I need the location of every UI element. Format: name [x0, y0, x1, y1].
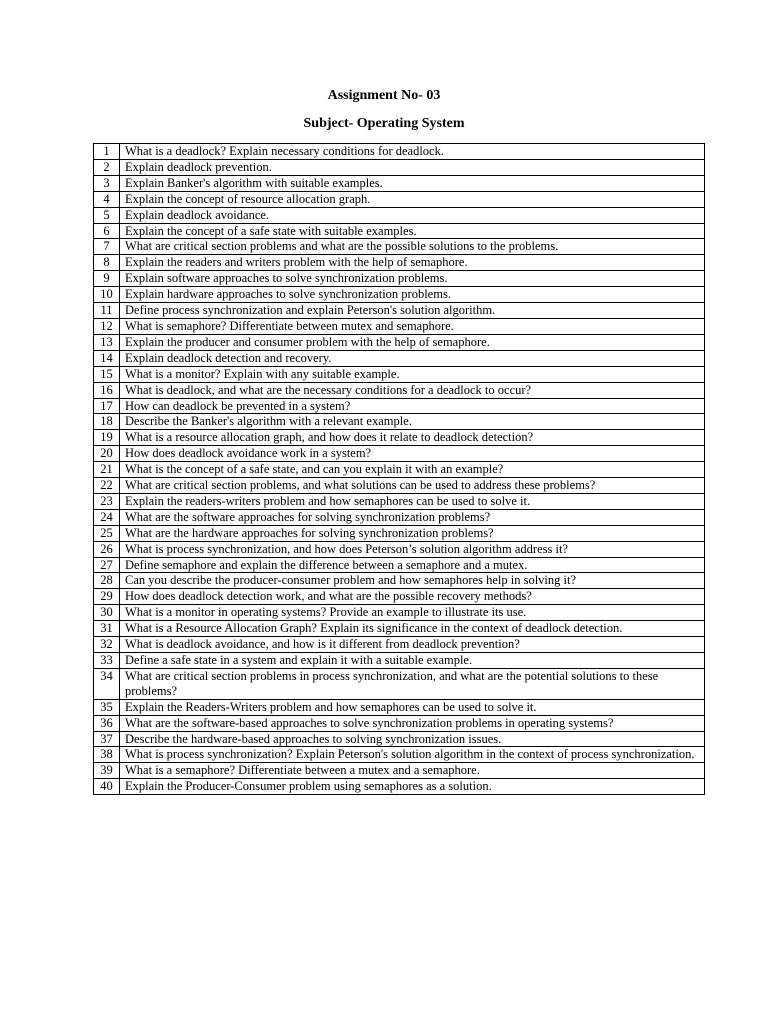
question-row — [94, 478, 705, 494]
question-row — [94, 414, 705, 430]
question-text: What is the concept of a safe state, and can you explain it with an example? — [120, 462, 705, 478]
question-number: 1 — [94, 144, 120, 160]
question-row — [94, 573, 705, 589]
question-row — [94, 271, 705, 287]
question-row — [94, 287, 705, 303]
question-row — [94, 144, 705, 160]
question-row — [94, 509, 705, 525]
question-number: 36 — [94, 715, 120, 731]
question-row — [94, 207, 705, 223]
question-text: How can deadlock be prevented in a system? — [120, 398, 705, 414]
question-number: 35 — [94, 699, 120, 715]
question-number: 17 — [94, 398, 120, 414]
question-row — [94, 541, 705, 557]
question-number: 3 — [94, 175, 120, 191]
question-text: What is semaphore? Differentiate between mutex and semaphore. — [120, 318, 705, 334]
question-text: Explain the Producer-Consumer problem using semaphores as a solution. — [120, 779, 705, 795]
question-text: Explain the concept of a safe state with suitable examples. — [120, 223, 705, 239]
question-text: What is a deadlock? Explain necessary conditions for deadlock. — [120, 144, 705, 160]
question-row — [94, 159, 705, 175]
question-number: 37 — [94, 731, 120, 747]
question-row — [94, 525, 705, 541]
question-number: 19 — [94, 430, 120, 446]
question-row — [94, 303, 705, 319]
question-number: 16 — [94, 382, 120, 398]
question-text: What is deadlock, and what are the necessary conditions for a deadlock to occur? — [120, 382, 705, 398]
questions-table — [93, 143, 705, 795]
question-text: What is a semaphore? Differentiate between a mutex and a semaphore. — [120, 763, 705, 779]
question-number: 21 — [94, 462, 120, 478]
question-row — [94, 699, 705, 715]
question-number: 15 — [94, 366, 120, 382]
question-number: 7 — [94, 239, 120, 255]
question-number: 22 — [94, 478, 120, 494]
question-row — [94, 637, 705, 653]
question-row — [94, 255, 705, 271]
question-row — [94, 446, 705, 462]
question-text: What is a monitor in operating systems? Provide an example to illustrate its use. — [120, 605, 705, 621]
question-text: Explain Banker's algorithm with suitable examples. — [120, 175, 705, 191]
question-number: 28 — [94, 573, 120, 589]
question-text: What is process synchronization, and how does Peterson’s solution algorithm address it? — [120, 541, 705, 557]
question-text: What is a monitor? Explain with any suitable example. — [120, 366, 705, 382]
question-number: 29 — [94, 589, 120, 605]
question-text: What is deadlock avoidance, and how is it different from deadlock prevention? — [120, 637, 705, 653]
question-row — [94, 398, 705, 414]
question-text: What is process synchronization? Explain Peterson's solution algorithm in the context of process synchronization. — [120, 747, 705, 763]
subject-heading: Subject- Operating System — [303, 116, 465, 131]
question-text: Explain deadlock avoidance. — [120, 207, 705, 223]
question-row — [94, 366, 705, 382]
question-row — [94, 731, 705, 747]
question-row — [94, 668, 705, 699]
question-number: 10 — [94, 287, 120, 303]
question-text: Define semaphore and explain the difference between a semaphore and a mutex. — [120, 557, 705, 573]
question-number: 39 — [94, 763, 120, 779]
assignment-title: Assignment No- 03 — [327, 88, 441, 103]
question-number: 32 — [94, 637, 120, 653]
question-number: 27 — [94, 557, 120, 573]
question-text: Explain hardware approaches to solve synchronization problems. — [120, 287, 705, 303]
question-number: 40 — [94, 779, 120, 795]
question-number: 2 — [94, 159, 120, 175]
question-row — [94, 430, 705, 446]
question-number: 31 — [94, 621, 120, 637]
question-number: 33 — [94, 653, 120, 669]
question-row — [94, 191, 705, 207]
question-number: 25 — [94, 525, 120, 541]
question-row — [94, 223, 705, 239]
question-row — [94, 605, 705, 621]
question-text: What are critical section problems and what are the possible solutions to the problems. — [120, 239, 705, 255]
question-number: 14 — [94, 350, 120, 366]
question-row — [94, 462, 705, 478]
question-text: Explain the readers-writers problem and how semaphores can be used to solve it. — [120, 493, 705, 509]
question-row — [94, 653, 705, 669]
question-row — [94, 763, 705, 779]
question-row — [94, 621, 705, 637]
question-number: 34 — [94, 668, 120, 699]
question-text: How does deadlock avoidance work in a system? — [120, 446, 705, 462]
question-number: 26 — [94, 541, 120, 557]
question-number: 9 — [94, 271, 120, 287]
question-text: What are the software-based approaches to solve synchronization problems in operating systems? — [120, 715, 705, 731]
question-number: 5 — [94, 207, 120, 223]
question-row — [94, 779, 705, 795]
question-row — [94, 239, 705, 255]
question-row — [94, 334, 705, 350]
question-text: What is a resource allocation graph, and how does it relate to deadlock detection? — [120, 430, 705, 446]
question-row — [94, 715, 705, 731]
question-number: 24 — [94, 509, 120, 525]
question-text: What is a Resource Allocation Graph? Explain its significance in the context of deadlock detection. — [120, 621, 705, 637]
question-row — [94, 382, 705, 398]
question-text: Describe the hardware-based approaches to solving synchronization issues. — [120, 731, 705, 747]
question-number: 11 — [94, 303, 120, 319]
question-text: Explain deadlock detection and recovery. — [120, 350, 705, 366]
question-row — [94, 175, 705, 191]
question-number: 38 — [94, 747, 120, 763]
question-text: Define process synchronization and explain Peterson's solution algorithm. — [120, 303, 705, 319]
question-row — [94, 350, 705, 366]
question-row — [94, 747, 705, 763]
question-row — [94, 318, 705, 334]
question-text: Explain the producer and consumer problem with the help of semaphore. — [120, 334, 705, 350]
question-number: 12 — [94, 318, 120, 334]
question-number: 8 — [94, 255, 120, 271]
question-text: Explain the concept of resource allocation graph. — [120, 191, 705, 207]
questions-table-body — [94, 144, 705, 795]
question-text: How does deadlock detection work, and what are the possible recovery methods? — [120, 589, 705, 605]
question-text: What are critical section problems, and what solutions can be used to address these problems? — [120, 478, 705, 494]
question-number: 6 — [94, 223, 120, 239]
question-text: What are critical section problems in process synchronization, and what are the potential solutions to these problems? — [120, 668, 705, 699]
question-number: 13 — [94, 334, 120, 350]
question-text: Define a safe state in a system and explain it with a suitable example. — [120, 653, 705, 669]
question-row — [94, 589, 705, 605]
question-number: 4 — [94, 191, 120, 207]
question-row — [94, 557, 705, 573]
question-number: 20 — [94, 446, 120, 462]
question-number: 18 — [94, 414, 120, 430]
question-row — [94, 493, 705, 509]
question-text: Explain deadlock prevention. — [120, 159, 705, 175]
question-text: Describe the Banker's algorithm with a relevant example. — [120, 414, 705, 430]
question-text: Explain the readers and writers problem with the help of semaphore. — [120, 255, 705, 271]
question-text: What are the hardware approaches for solving synchronization problems? — [120, 525, 705, 541]
question-number: 23 — [94, 493, 120, 509]
question-number: 30 — [94, 605, 120, 621]
question-text: Can you describe the producer-consumer problem and how semaphores help in solving it? — [120, 573, 705, 589]
question-text: Explain the Readers-Writers problem and how semaphores can be used to solve it. — [120, 699, 705, 715]
question-text: What are the software approaches for solving synchronization problems? — [120, 509, 705, 525]
question-text: Explain software approaches to solve synchronization problems. — [120, 271, 705, 287]
